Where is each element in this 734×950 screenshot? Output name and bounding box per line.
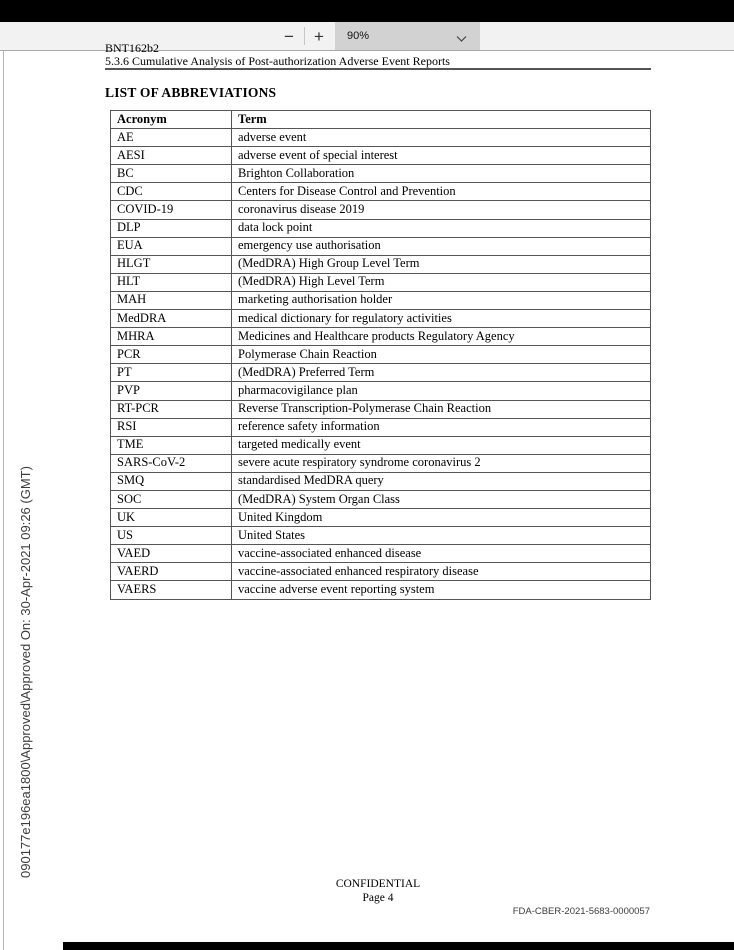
term-cell: (MedDRA) High Level Term — [232, 273, 651, 291]
zoom-level-value: 90% — [347, 30, 370, 42]
acronym-cell: AESI — [111, 147, 232, 165]
term-cell: (MedDRA) Preferred Term — [232, 364, 651, 382]
acronym-cell: EUA — [111, 237, 232, 255]
acronym-cell: BC — [111, 165, 232, 183]
term-cell: Centers for Disease Control and Prevention — [232, 183, 651, 201]
table-row — [111, 472, 651, 490]
table-row — [111, 147, 651, 165]
term-cell: targeted medically event — [232, 436, 651, 454]
zoom-in-button[interactable]: + — [306, 22, 332, 50]
confidential-label: CONFIDENTIAL — [335, 878, 421, 890]
term-cell: vaccine-associated enhanced disease — [232, 545, 651, 563]
table-row — [111, 382, 651, 400]
term-cell: adverse event of special interest — [232, 147, 651, 165]
table-row — [111, 165, 651, 183]
acronym-cell: VAERD — [111, 563, 232, 581]
table-row — [111, 509, 651, 527]
acronym-cell: SMQ — [111, 472, 232, 490]
term-cell: pharmacovigilance plan — [232, 382, 651, 400]
term-cell: Polymerase Chain Reaction — [232, 346, 651, 364]
acronym-cell: DLP — [111, 219, 232, 237]
zoom-level-select[interactable] — [335, 22, 480, 50]
fda-document-id: FDA-CBER-2021-5683-0000057 — [512, 906, 650, 917]
term-cell: vaccine adverse event reporting system — [232, 581, 651, 599]
table-row — [111, 400, 651, 418]
term-cell: marketing authorisation holder — [232, 291, 651, 309]
acronym-cell: RT-PCR — [111, 400, 232, 418]
table-row — [111, 527, 651, 545]
document-header-line: 5.3.6 Cumulative Analysis of Post-authorization Adverse Event Reports — [105, 54, 450, 68]
table-row — [111, 563, 651, 581]
acronym-cell: AE — [111, 129, 232, 147]
acronym-cell: SARS-CoV-2 — [111, 454, 232, 472]
acronym-cell: PCR — [111, 346, 232, 364]
table-row — [111, 201, 651, 219]
term-cell: Reverse Transcription-Polymerase Chain Reaction — [232, 400, 651, 418]
table-row — [111, 581, 651, 599]
acronym-cell: UK — [111, 509, 232, 527]
acronym-cell: PVP — [111, 382, 232, 400]
term-cell: data lock point — [232, 219, 651, 237]
table-row — [111, 310, 651, 328]
clipped-header-text: BNT162b2 — [105, 41, 159, 55]
section-title: LIST OF ABBREVIATIONS — [105, 85, 277, 100]
page-number-label: Page 4 — [362, 892, 394, 904]
window-top-bar — [0, 0, 734, 22]
table-row — [111, 454, 651, 472]
acronym-cell: RSI — [111, 418, 232, 436]
term-column-header: Term — [232, 111, 651, 129]
term-cell: Brighton Collaboration — [232, 165, 651, 183]
acronym-cell: MHRA — [111, 328, 232, 346]
term-cell: United Kingdom — [232, 509, 651, 527]
acronym-column-header: Acronym — [111, 111, 232, 129]
term-cell: medical dictionary for regulatory activities — [232, 310, 651, 328]
table-row — [111, 346, 651, 364]
term-cell: United States — [232, 527, 651, 545]
acronym-cell: SOC — [111, 490, 232, 508]
term-cell: (MedDRA) System Organ Class — [232, 490, 651, 508]
chevron-down-icon — [456, 33, 467, 45]
term-cell: emergency use authorisation — [232, 237, 651, 255]
table-row — [111, 219, 651, 237]
acronym-cell: HLT — [111, 273, 232, 291]
window-bottom-bar — [63, 942, 734, 950]
table-row — [111, 237, 651, 255]
table-row — [111, 129, 651, 147]
table-row — [111, 291, 651, 309]
term-cell: Medicines and Healthcare products Regulatory Agency — [232, 328, 651, 346]
term-cell: vaccine-associated enhanced respiratory disease — [232, 563, 651, 581]
acronym-cell: MedDRA — [111, 310, 232, 328]
table-row — [111, 328, 651, 346]
abbreviations-table — [110, 110, 651, 600]
table-row — [111, 364, 651, 382]
table-row — [111, 545, 651, 563]
table-row — [111, 418, 651, 436]
table-row — [111, 490, 651, 508]
term-cell: adverse event — [232, 129, 651, 147]
table-row — [111, 436, 651, 454]
header-rule — [105, 68, 651, 70]
term-cell: severe acute respiratory syndrome coronavirus 2 — [232, 454, 651, 472]
table-row — [111, 273, 651, 291]
zoom-out-button[interactable]: − — [276, 22, 302, 50]
acronym-cell: CDC — [111, 183, 232, 201]
acronym-cell: VAERS — [111, 581, 232, 599]
acronym-cell: HLGT — [111, 255, 232, 273]
term-cell: standardised MedDRA query — [232, 472, 651, 490]
table-row — [111, 183, 651, 201]
table-header-row — [111, 111, 651, 129]
term-cell: (MedDRA) High Group Level Term — [232, 255, 651, 273]
acronym-cell: TME — [111, 436, 232, 454]
acronym-cell: US — [111, 527, 232, 545]
term-cell: reference safety information — [232, 418, 651, 436]
term-cell: coronavirus disease 2019 — [232, 201, 651, 219]
abbreviations-table-body — [111, 129, 651, 599]
acronym-cell: PT — [111, 364, 232, 382]
acronym-cell: VAED — [111, 545, 232, 563]
approval-watermark-vertical: 090177e196ea1800\Approved\Approved On: 30-Apr-2021 09:26 (GMT) — [18, 466, 33, 878]
acronym-cell: COVID-19 — [111, 201, 232, 219]
acronym-cell: MAH — [111, 291, 232, 309]
table-row — [111, 255, 651, 273]
page-left-edge — [3, 50, 4, 950]
